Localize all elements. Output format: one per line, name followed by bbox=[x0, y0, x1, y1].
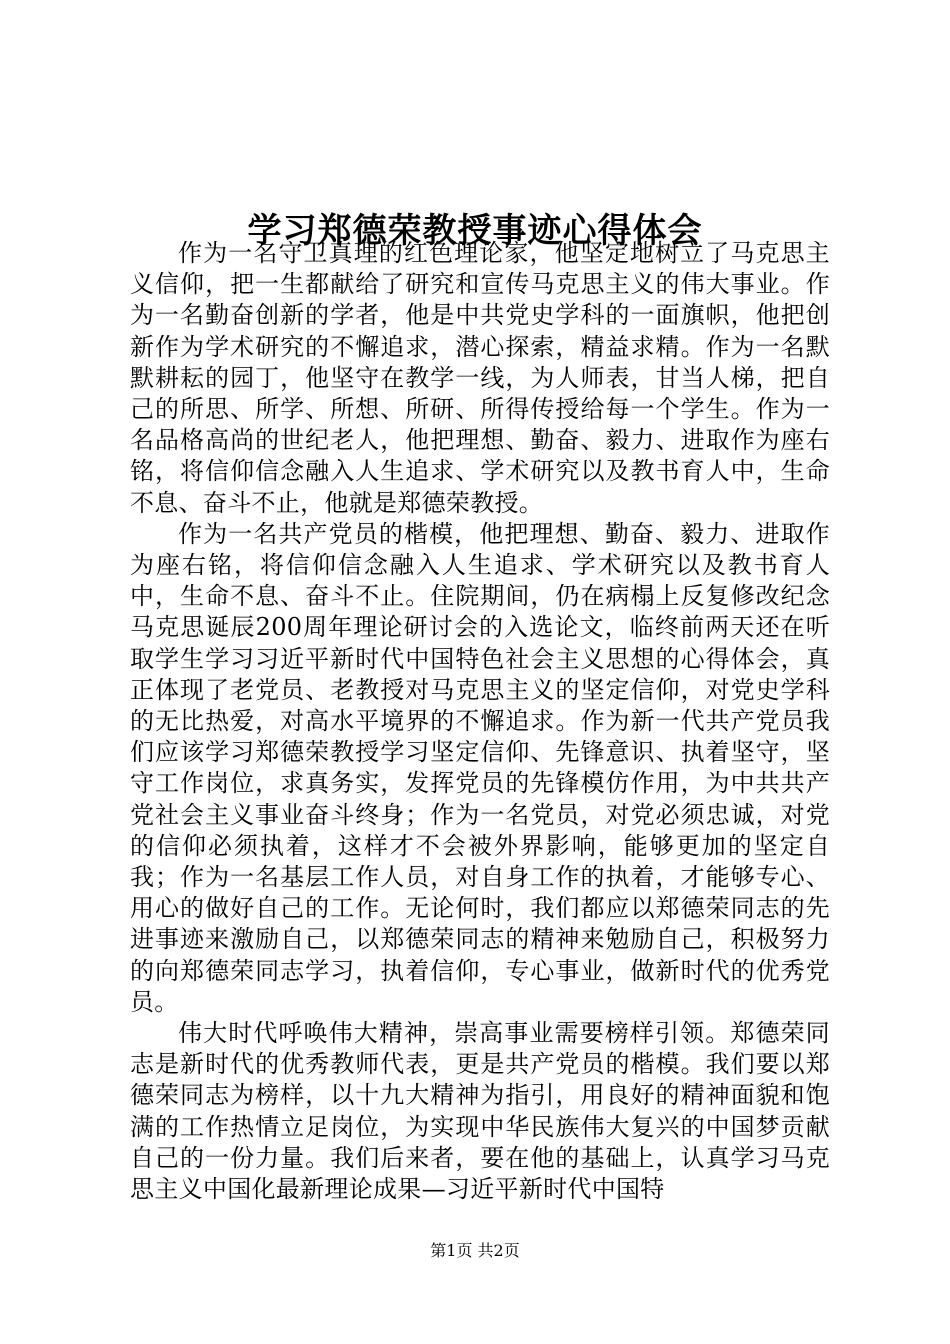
document-title: 学习郑德荣教授事迹心得体会 bbox=[247, 210, 703, 251]
document-body bbox=[130, 238, 830, 1205]
paragraph-3: 伟大时代呼唤伟大精神，崇高事业需要榜样引领。郑德荣同志是新时代的优秀教师代表，更是共产党员的楷模。我们要以郑德荣同志为榜样，以十九大精神为指引，用良好的精神面貌和饱满的工作热情立足岗位，为实现中华民族伟大复兴的中国梦贡献自己的一份力量。我们后来者，要在他的基础上，认真学习马克思主义中国化最新理论成果—习近平新时代中国特 bbox=[130, 1019, 830, 1204]
paragraph-2: 作为一名共产党员的楷模，他把理想、勤奋、毅力、进取作为座右铭，将信仰信念融入人生追求、学术研究以及教书育人中，生命不息、奋斗不止。住院期间，仍在病榻上反复修改纪念马克思诞辰200周年理论研讨会的入选论文，临终前两天还在听取学生学习习近平新时代中国特色社会主义思想的心得体会，真正体现了老党员、老教授对马克思主义的坚定信仰，对党史学科的无比热爱，对高水平境界的不懈追求。作为新一代共产党员我们应该学习郑德荣教授学习坚定信仰、先锋意识、执着坚守，坚守工作岗位，求真务实，发挥党员的先锋模仿作用，为中共共产党社会主义事业奋斗终身；作为一名党员，对党必须忠诚，对党的信仰必须执着，这样才不会被外界影响，能够更加的坚定自我；作为一名基层工作人员，对自身工作的执着，才能够专心、用心的做好自己的工作。无论何时，我们都应以郑德荣同志的先进事迹来激励自己，以郑德荣同志的精神来勉励自己，积极努力的向郑德荣同志学习，执着信仰，专心事业，做新时代的优秀党员。 bbox=[130, 519, 830, 1016]
paragraph-1: 作为一名守卫真理的红色理论家，他坚定地树立了马克思主义信仰，把一生都献给了研究和宣传马克思主义的伟大事业。作为一名勤奋创新的学者，他是中共党史学科的一面旗帜，他把创新作为学术研究的不懈追求，潜心探索，精益求精。作为一名默默耕耘的园丁，他坚守在教学一线，为人师表，甘当人梯，把自己的所思、所学、所想、所研、所得传授给每一个学生。作为一名品格高尚的世纪老人，他把理想、勤奋、毅力、进取作为座右铭，将信仰信念融入人生追求、学术研究以及教书育人中，生命不息、奋斗不止，他就是郑德荣教授。 bbox=[130, 239, 830, 517]
page-number-footer: 第1页 共2页 bbox=[430, 1241, 520, 1260]
